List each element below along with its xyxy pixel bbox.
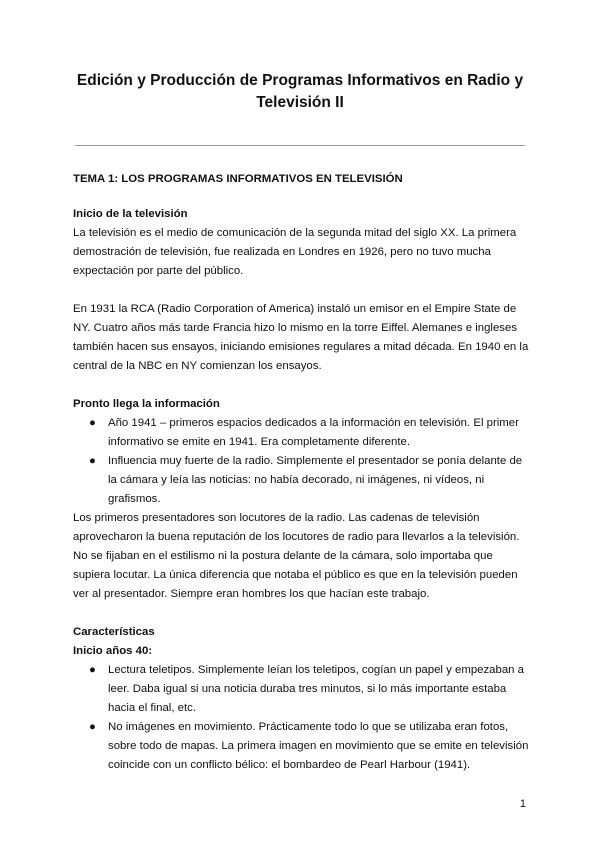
page-number: 1 [519,798,526,810]
list-item [73,452,533,509]
list-item-text: No imágenes en movimiento. Prácticamente todo lo que se utilizaba eran fotos, sobre todo de mapas. La primera imagen en movimiento que se emite en televisión coincide con un conflicto bélico: el bombardeo de Pearl Harbour (1941). [108,721,529,771]
inicio-heading: Inicio de la televisión [73,208,188,220]
bullet-icon: ● [89,417,96,429]
pronto-heading: Pronto llega la información [73,398,220,410]
list-item-text: Influencia muy fuerte de la radio. Simplemente el presentador se ponía delante de la cámara y leía las noticias: no había decorado, ni imágenes, ni vídeos, ni grafismos. [108,455,523,505]
list-item-text: Año 1941 – primeros espacios dedicados a la información en televisión. El primer informativo se emite en 1941. Era completamente diferente. [108,417,519,448]
bullet-icon: ● [89,455,96,467]
bullet-icon: ● [89,664,96,676]
document-title: Edición y Producción de Programas Informativos en Radio y Televisión II [76,72,524,111]
caracteristicas-heading: Características [73,626,155,638]
tema-heading: TEMA 1: LOS PROGRAMAS INFORMATIVOS EN TELEVISIÓN [73,173,403,185]
title-divider [75,145,525,146]
document-body [73,170,533,775]
pronto-bullet-list [73,414,533,509]
list-item [73,661,533,718]
inicio-paragraph-2: En 1931 la RCA (Radio Corporation of America) instaló un emisor en el Empire State de NY. Cuatro años más tarde Francia hizo lo mismo en la torre Eiffel. Alemanes e ingleses también hacen sus ensayos, iniciando emisiones regulares a mitad década. En 1940 en la central de la NBC en NY comienzan los ensayos. [73,303,529,372]
pronto-paragraph: Los primeros presentadores son locutores de la radio. Las cadenas de televisión aprovecharon la buena reputación de los locutores de radio para llevarlos a la televisión. No se fijaban en el estilismo ni la postura delante de la cámara, solo importaba que supiera locutar. La única diferencia que notaba el público es que en la televisión pueden ver al presentador. Siempre eran hombres los que hacían este trabajo. [73,512,520,600]
inicio-paragraph-1: La televisión es el medio de comunicación de la segunda mitad del siglo XX. La primera demostración de televisión, fue realizada en Londres en 1926, pero no tuvo mucha expectación por parte del público. [73,227,517,277]
caracteristicas-bullet-list [73,661,533,775]
list-item [73,414,533,452]
list-item [73,718,533,775]
bullet-icon: ● [89,721,96,733]
list-item-text: Lectura teletipos. Simplemente leían los teletipos, cogían un papel y empezaban a leer. Daba igual si una noticia duraba tres minutos, si lo más importante estaba hacia el final, etc. [108,664,525,714]
caracteristicas-subheading: Inicio años 40: [73,645,153,657]
